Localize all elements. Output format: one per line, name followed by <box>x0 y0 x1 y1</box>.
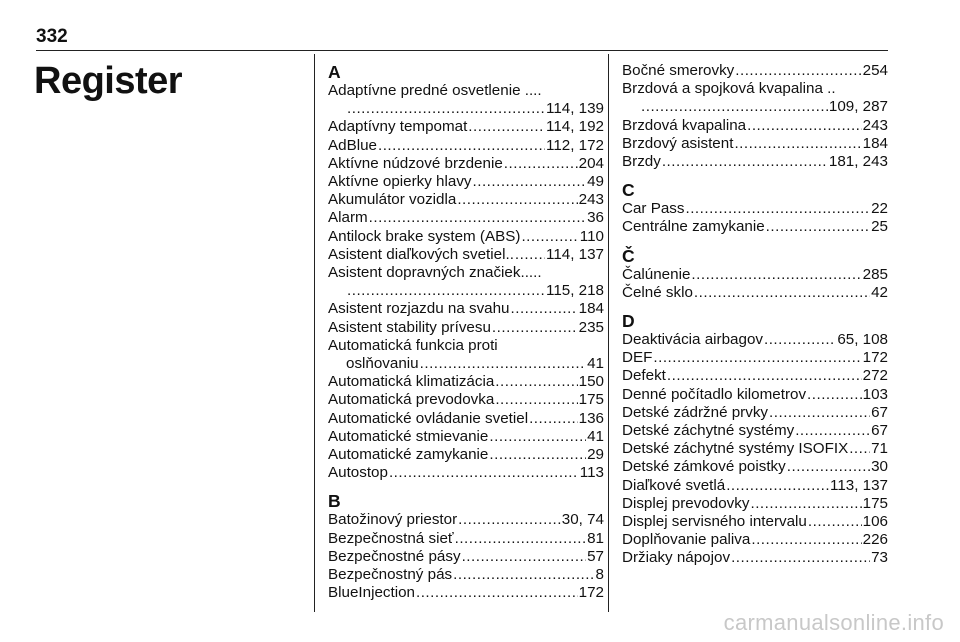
entry-pages: 114, 139 <box>546 100 604 118</box>
entry-continuation <box>328 282 604 300</box>
entry-term: Detské záchytné systémy <box>622 422 795 440</box>
entry-term: Bočné smerovky <box>622 62 735 79</box>
register-title: Register <box>34 60 183 102</box>
entry-term: Bezpečnostný pás <box>328 566 453 584</box>
leader-dots <box>750 495 861 513</box>
index-entry[interactable] <box>328 391 604 409</box>
entry-term: Centrálne zamykanie <box>622 218 765 236</box>
column-divider-left <box>314 54 315 612</box>
entry-term: Denné počítadlo kilometrov <box>622 385 807 403</box>
entry-pages: 136 <box>578 409 604 427</box>
leader-dots <box>468 118 545 136</box>
leader-dots <box>489 446 586 464</box>
entry-pages: 113 <box>579 464 604 482</box>
index-entry[interactable] <box>328 337 604 373</box>
leader-dots <box>685 200 870 218</box>
entry-term: Aktívne núdzové brzdenie <box>328 154 503 172</box>
entry-term: Asistent dopravných značiek..... <box>328 264 542 282</box>
index-entry[interactable] <box>622 80 888 116</box>
index-entry[interactable] <box>622 440 888 458</box>
entry-term: BlueInjection <box>328 584 415 602</box>
leader-dots <box>420 355 586 373</box>
entry-term: Defekt <box>622 367 666 385</box>
entry-continuation <box>328 100 604 118</box>
entry-pages: 65, 108 <box>837 331 888 349</box>
section-letter: A <box>328 62 341 82</box>
entry-term: Autostop <box>328 464 388 482</box>
entry-term: Detské zádržné prvky <box>622 403 769 421</box>
entry-term-continued: oslňovaniu <box>346 355 419 373</box>
entry-term: Adaptívne predné osvetlenie .... <box>328 82 542 99</box>
entry-term: Asistent rozjazdu na svahu <box>328 300 510 318</box>
leader-dots <box>694 284 870 302</box>
index-entry[interactable] <box>622 477 888 495</box>
leader-dots <box>369 209 586 227</box>
entry-pages: 8 <box>595 566 604 584</box>
index-entry[interactable] <box>328 173 604 191</box>
entry-term: Bezpečnostné pásy <box>328 547 461 565</box>
index-entry[interactable] <box>622 367 888 385</box>
leader-dots <box>347 282 545 300</box>
entry-continuation <box>622 98 888 116</box>
index-entry[interactable] <box>622 531 888 549</box>
entry-pages: 184 <box>578 300 604 318</box>
leader-dots <box>473 173 587 191</box>
entry-term: Displej servisného intervalu <box>622 513 807 531</box>
index-entry[interactable] <box>622 62 888 80</box>
entry-term: Automatická prevodovka <box>328 391 495 409</box>
leader-dots <box>731 549 870 567</box>
index-entry[interactable] <box>622 135 888 153</box>
entry-term: Deaktivácia airbagov <box>622 331 763 349</box>
index-entry[interactable] <box>328 548 604 566</box>
entry-pages: 115, 218 <box>546 282 604 300</box>
entry-pages: 41 <box>587 355 604 373</box>
index-entry[interactable] <box>328 209 604 227</box>
index-entry[interactable] <box>622 153 888 171</box>
leader-dots <box>457 191 577 209</box>
leader-dots <box>662 153 828 171</box>
entry-term: Antilock brake system (ABS) <box>328 227 521 245</box>
entry-pages: 150 <box>578 373 604 391</box>
index-entry[interactable] <box>328 566 604 584</box>
entry-term: Batožinový priestor <box>328 511 458 529</box>
leader-dots <box>653 349 861 367</box>
index-entry[interactable] <box>328 410 604 428</box>
entry-term: Alarm <box>328 209 368 227</box>
leader-dots <box>808 513 862 531</box>
index-section <box>622 246 888 302</box>
entry-pages: 243 <box>862 116 888 134</box>
leader-dots <box>691 266 861 284</box>
leader-dots <box>641 98 828 116</box>
entry-term: Car Pass <box>622 200 685 218</box>
entry-term: Čalúnenie <box>622 265 691 283</box>
leader-dots <box>734 135 861 153</box>
index-entry[interactable] <box>328 464 604 482</box>
index-entry[interactable] <box>328 264 604 300</box>
entry-pages: 235 <box>578 318 604 336</box>
entry-pages: 67 <box>871 403 888 421</box>
entry-pages: 175 <box>578 391 604 409</box>
index-entry[interactable] <box>622 549 888 567</box>
leader-dots <box>347 100 545 118</box>
leader-dots <box>764 331 836 349</box>
index-entry[interactable] <box>328 137 604 155</box>
leader-dots <box>521 228 578 246</box>
entry-term: Asistent stability prívesu <box>328 318 491 336</box>
leader-dots <box>462 548 587 566</box>
index-entry[interactable] <box>622 404 888 422</box>
entry-pages: 103 <box>862 385 888 403</box>
index-entry[interactable] <box>328 155 604 173</box>
entry-pages: 172 <box>578 584 604 602</box>
index-entry[interactable] <box>622 495 888 513</box>
entry-term: Diaľkové svetlá <box>622 476 726 494</box>
entry-term: Čelné sklo <box>622 283 693 301</box>
entry-pages: 285 <box>862 265 888 283</box>
entry-term: Brzdový asistent <box>622 134 734 152</box>
entry-pages: 49 <box>587 173 604 191</box>
leader-dots <box>495 373 577 391</box>
entry-pages: 112, 172 <box>546 136 604 154</box>
index-entry[interactable] <box>328 428 604 446</box>
entry-continuation <box>328 355 604 373</box>
leader-dots <box>787 458 870 476</box>
entry-term: Automatická klimatizácia <box>328 373 495 391</box>
leader-dots <box>504 155 578 173</box>
leader-dots <box>489 428 586 446</box>
entry-term: Brzdová a spojková kvapalina .. <box>622 80 836 98</box>
index-section <box>622 180 888 236</box>
leader-dots <box>455 530 587 548</box>
section-letter: C <box>622 180 635 201</box>
entry-pages: 29 <box>587 446 604 464</box>
entry-term: Akumulátor vozidla <box>328 191 457 209</box>
column-divider-right <box>608 54 609 612</box>
entry-term: Aktívne opierky hlavy <box>328 173 472 191</box>
entry-pages: 226 <box>862 531 888 549</box>
index-entry[interactable] <box>328 82 604 118</box>
entry-term: Bezpečnostná sieť <box>328 529 454 547</box>
leader-dots <box>849 440 870 458</box>
entry-pages: 114, 137 <box>546 245 604 263</box>
entry-term: Automatické zamykanie <box>328 446 489 464</box>
entry-pages: 30 <box>871 458 888 476</box>
page-number: 332 <box>36 26 68 47</box>
entry-pages: 71 <box>871 440 888 458</box>
entry-term: Displej prevodovky <box>622 494 750 512</box>
entry-pages: 172 <box>862 349 888 367</box>
entry-pages: 175 <box>862 494 888 512</box>
leader-dots <box>766 218 870 236</box>
leader-dots <box>416 584 578 602</box>
entry-pages: 184 <box>862 134 888 152</box>
entry-term: Detské záchytné systémy ISOFIX <box>622 440 849 458</box>
entry-term: Automatická funkcia proti <box>328 336 498 354</box>
entry-term: Adaptívny tempomat <box>328 118 468 136</box>
entry-pages: 25 <box>871 218 888 236</box>
index-entry[interactable] <box>622 386 888 404</box>
entry-pages: 114, 192 <box>546 118 604 136</box>
index-entry[interactable] <box>622 266 888 284</box>
entry-pages: 57 <box>587 547 604 565</box>
leader-dots <box>458 511 561 529</box>
leader-dots <box>807 386 862 404</box>
index-entry[interactable] <box>622 349 888 367</box>
entry-pages: 110 <box>579 227 604 245</box>
index-entry[interactable] <box>328 246 604 264</box>
index-section <box>328 62 604 482</box>
index-section <box>622 62 888 171</box>
leader-dots <box>667 367 862 385</box>
entry-pages: 181, 243 <box>828 153 888 171</box>
entry-term: Automatické ovládanie svetiel <box>328 409 529 427</box>
leader-dots <box>751 531 861 549</box>
index-entry[interactable] <box>328 319 604 337</box>
index-entry[interactable] <box>622 284 888 302</box>
section-letter: Č <box>622 245 635 266</box>
entry-term: Držiaky nápojov <box>622 549 731 567</box>
leader-dots <box>511 300 578 318</box>
entry-pages: 106 <box>862 513 888 531</box>
index-entry[interactable] <box>328 511 604 529</box>
leader-dots <box>795 422 870 440</box>
index-entry[interactable] <box>622 200 888 218</box>
index-entry[interactable] <box>328 118 604 136</box>
index-entry[interactable] <box>328 530 604 548</box>
leader-dots <box>389 464 579 482</box>
leader-dots <box>529 410 578 428</box>
entry-pages: 254 <box>862 62 888 79</box>
entry-term: Brzdy <box>622 153 661 171</box>
index-entry[interactable] <box>622 458 888 476</box>
entry-term: AdBlue <box>328 136 377 154</box>
entry-term: Asistent diaľkových svetiel.. <box>328 245 514 263</box>
entry-term: Doplňovanie paliva <box>622 531 751 549</box>
entry-term: DEF <box>622 349 653 367</box>
index-section <box>328 491 604 602</box>
index-entry[interactable] <box>622 117 888 135</box>
index-entry[interactable] <box>328 228 604 246</box>
entry-pages: 30, 74 <box>561 511 604 529</box>
index-entry[interactable] <box>622 422 888 440</box>
entry-pages: 67 <box>871 422 888 440</box>
section-letter: B <box>328 491 341 512</box>
index-entry[interactable] <box>328 300 604 318</box>
entry-pages: 243 <box>578 191 604 209</box>
index-section <box>622 311 888 568</box>
index-entry[interactable] <box>622 331 888 349</box>
leader-dots <box>769 404 870 422</box>
leader-dots <box>747 117 862 135</box>
leader-dots <box>378 137 545 155</box>
entry-term: Brzdová kvapalina <box>622 116 747 134</box>
watermark: carmanualsonline.info <box>723 610 944 635</box>
leader-dots <box>453 566 594 584</box>
entry-pages: 22 <box>871 200 888 218</box>
leader-dots <box>492 319 578 337</box>
index-entry[interactable] <box>328 373 604 391</box>
entry-pages: 81 <box>587 529 604 547</box>
index-entry[interactable] <box>328 446 604 464</box>
leader-dots <box>726 477 829 495</box>
entry-pages: 113, 137 <box>830 476 888 494</box>
index-entry[interactable] <box>328 584 604 602</box>
entry-pages: 41 <box>587 427 604 445</box>
header-rule <box>36 50 888 51</box>
entry-pages: 36 <box>587 209 604 227</box>
section-letter: D <box>622 311 635 332</box>
index-column-3 <box>622 62 888 568</box>
index-entry[interactable] <box>328 191 604 209</box>
entry-pages: 272 <box>862 367 888 385</box>
leader-dots <box>735 62 861 80</box>
index-entry[interactable] <box>622 513 888 531</box>
index-entry[interactable] <box>622 218 888 236</box>
entry-pages: 204 <box>578 154 604 172</box>
entry-pages: 73 <box>871 549 888 567</box>
leader-dots <box>495 391 577 409</box>
entry-pages: 109, 287 <box>828 98 888 116</box>
entry-term: Automatické stmievanie <box>328 427 489 445</box>
leader-dots <box>515 246 545 264</box>
entry-pages: 42 <box>871 283 888 301</box>
entry-term: Detské zámkové poistky <box>622 458 786 476</box>
index-column-2 <box>328 62 604 602</box>
